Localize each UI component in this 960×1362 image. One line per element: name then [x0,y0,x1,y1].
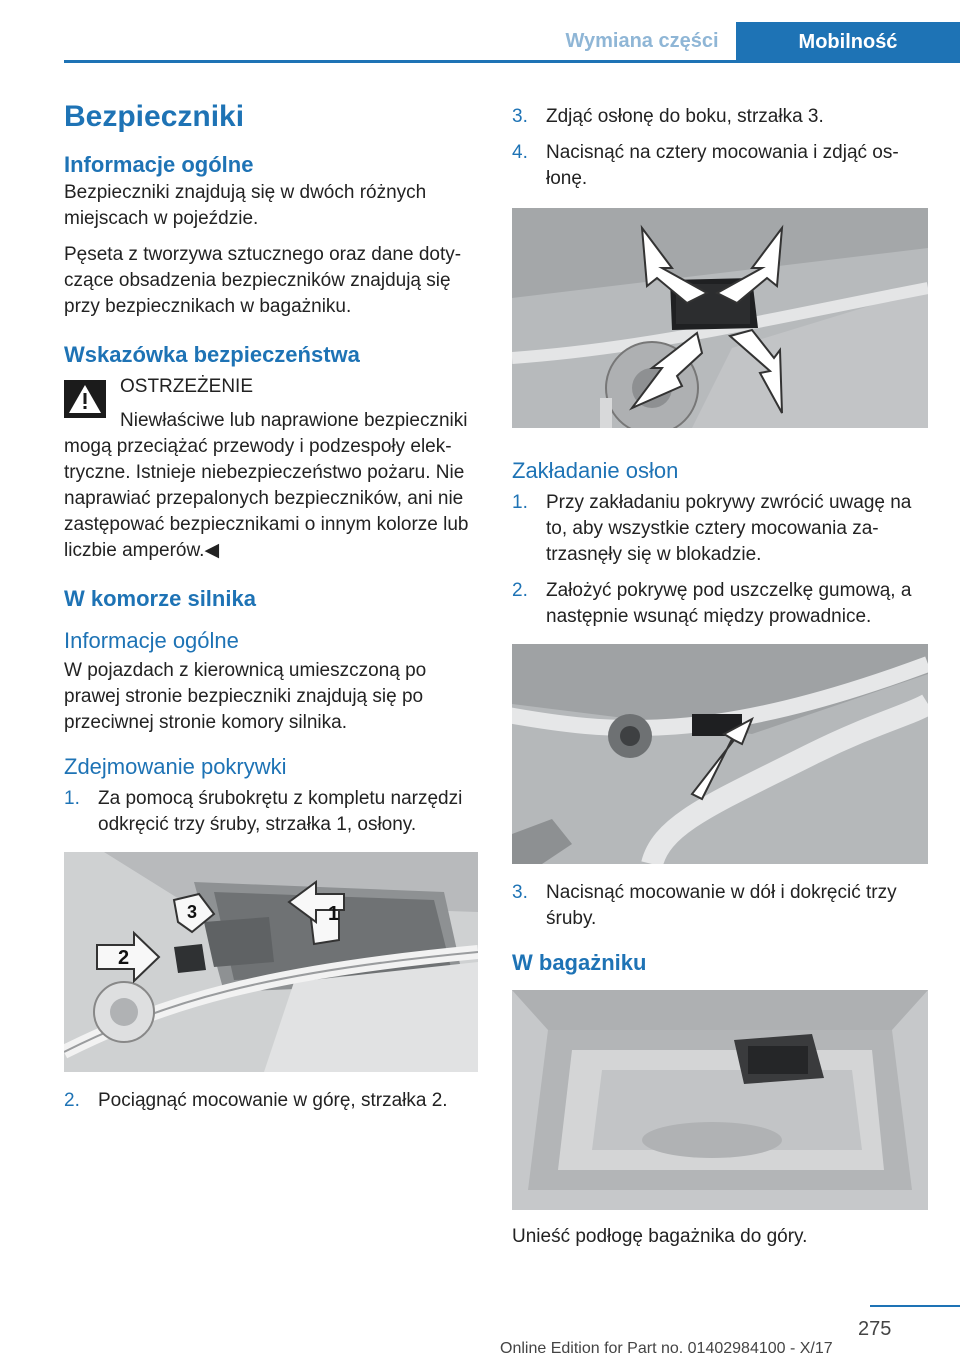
arrow-label-3: 3 [187,902,198,922]
page-number: 275 [858,1318,892,1340]
step-number: 1. [512,492,528,513]
header-rule [64,60,960,63]
step-number: 3. [512,882,528,903]
trunk-illustration [512,990,928,1210]
page-title: Bezpieczniki [64,100,245,133]
step-number: 1. [64,788,80,809]
general-info-heading: Informacje ogólne [64,152,254,177]
warning-title: OSTRZEŻENIE [120,376,254,397]
engine-bay-photo [64,852,478,1072]
arrow-label-2: 2 [118,947,130,969]
engine-bay-illustration [64,852,478,1072]
install-step-2 [512,578,928,630]
step-text: Nacisnąć na cztery mocowania i zdjąć os‐łonę. [546,142,899,189]
right-column [512,100,928,1260]
trunk-heading: W bagażniku [512,950,647,975]
fuse-cover-photo [512,208,928,428]
trunk-paragraph: Unieść podłogę bagażnika do góry. [512,1226,808,1247]
cover-install-photo [512,644,928,864]
safety-heading: Wskazówka bezpieczeństwa [64,342,360,367]
arrow-label-1: 1 [328,903,340,925]
step-text: Przy zakładaniu pokrywy zwrócić uwagę na to, aby wszystkie cztery mocowania za‐trzasnęły się w blokadzie. [546,492,912,565]
left-column [64,100,478,1124]
remove-cover-heading: Zdejmowanie pokrywki [64,754,287,779]
step-text: Zdjąć osłonę do boku, strzałka 3. [546,106,824,127]
remove-step-1 [64,786,478,838]
remove-step-3 [512,104,928,130]
step-number: 2. [64,1090,80,1111]
engine-bay-heading: W komorze silnika [64,586,256,611]
install-step-1 [512,490,928,568]
step-number: 4. [512,142,528,163]
remove-step-2 [64,1088,478,1114]
step-text: Za pomocą śrubokrętu z kompletu narzędzi odkręcić trzy śruby, strzałka 1, osłony. [98,788,463,835]
engine-info-paragraph: W pojazdach z kierownicą umieszczoną po prawej stronie bezpieczniki znajdują się po przeciwnej stronie komory silnika. [64,660,427,733]
step-number: 3. [512,106,528,127]
step-text: Pociągnąć mocowanie w górę, strzałka 2. [98,1090,448,1111]
general-info-paragraph-2: Pęseta z tworzywa sztucznego oraz dane doty‐czące obsadzenia bezpieczników znajdują się przy bezpiecznikach w bagażniku. [64,244,462,317]
header-chapter-tab: Mobilność [736,22,960,63]
footer-rule [870,1305,960,1307]
step-text: Założyć pokrywę pod uszczelkę gumową, a następnie wsunąć między prowadnice. [546,580,912,627]
header-section-label: Wymiana części [565,30,719,52]
warning-icon [64,380,106,418]
warning-text: mogą przeciążać przewody i podzespoły elek‐tryczne. Istnieje niebezpieczeństwo pożaru. Nie naprawiać przepalonych bezpieczników, ani nie zastępować bezpiecznikami o innym kolorze lub liczbie amperów.◀ [64,436,469,561]
install-step-3 [512,880,928,932]
install-cover-heading: Zakładanie osłon [512,458,679,483]
warning-block [64,374,478,564]
cover-install-illustration [512,644,928,864]
step-number: 2. [512,580,528,601]
step-text: Nacisnąć mocowanie w dół i dokręcić trzy śruby. [546,882,897,929]
fuse-cover-illustration [512,208,928,428]
engine-info-heading: Informacje ogólne [64,628,239,653]
warning-text-first-line: Niewłaściwe lub naprawione bezpieczniki [120,410,468,431]
general-info-paragraph-1: Bezpieczniki znajdują się w dwóch różnych miejscach w pojeździe. [64,182,427,229]
remove-step-4 [512,140,928,192]
edition-footer: Online Edition for Part no. 01402984100 - X/17 [500,1340,833,1357]
trunk-photo [512,990,928,1210]
